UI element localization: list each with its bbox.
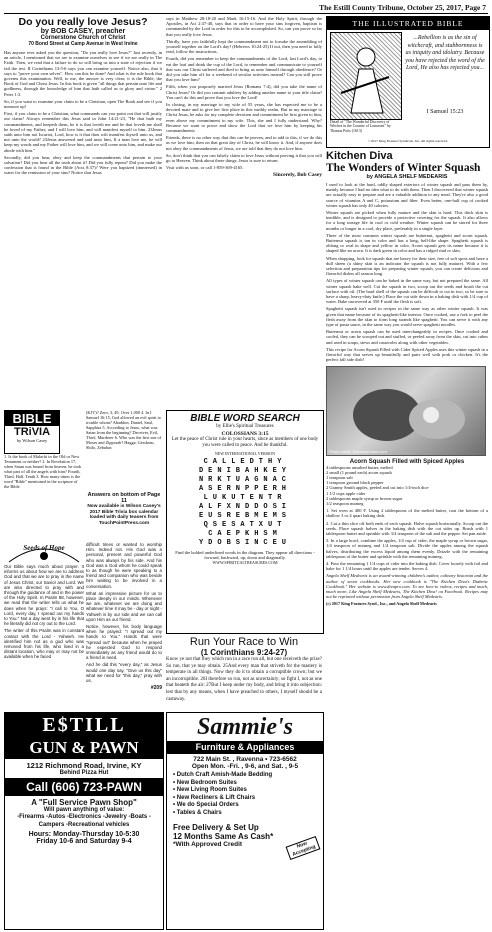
seeds-title: Seeds of Hope: [23, 544, 65, 552]
kitchen-diva: [326, 150, 488, 930]
approval-note: *With Approved Credit: [173, 841, 243, 848]
paragraph: This recipe for Acorn Squash Filled with Cider Spiced Apples uses this winter squash in a flavorful way that serves up beautifully and pairs well with pork or chicken. It's the perfect fall side dish!: [326, 346, 488, 363]
bullet-item: • New Living Room Suites: [173, 787, 247, 793]
photo-credit: Photo credit: Depositphotos.com: [329, 448, 387, 454]
letter-grid: [167, 458, 323, 548]
copyright: (c) 2017 King Features Synd., Inc., and Angela Shelf Medearis: [326, 601, 437, 607]
paragraph: Our Bible says much about prayer. It informs us about how we are to address God and that we are to pray in the name of Jesus Christ, our Savior and Lord. We are also directed to pray with and through the guidance of and in the power of the Holy Spirit. In Psalm 88, however, we read that the writer tells us what he does when he prays: "I call to You, O Lord, every day, I spread out my hands to You." Not a day went by in his life that he literally did not cry out to the Lord.: [4, 564, 84, 627]
paragraph: So, if you want to examine your claim to be a Christian, open The Book and see if you measure up!: [4, 98, 162, 110]
verse-text: Let the peace of Christ rule in your hearts, since as members of one body you were called to peace. And be thankful.: [171, 437, 319, 448]
sammies-sub: Furniture & Appliances: [167, 741, 323, 754]
delivery-line: Free Delivery & Set Up: [173, 823, 259, 832]
grid-row: EUSREBMEMS: [198, 512, 291, 520]
paragraph: First, if you claim to be a Christian, what commands can you point out that will justify our claim? Always remember this Jesus said in John 14:21-23, "He that hath my commandments, and keepeth them, he it is that loveth me and he that loveth me shall be loved of my Father, and I will love him, and will manifest myself to him. 23Jesus saith unto him not Iscariot, Lord, how is it that thou wilt manifest thyself unto us, and not unto the world? 23Jesus answered and said unto him, If a man love me, he will keep my words and my Father will love him, and we will come unto him, and make our abode with him.": [4, 111, 162, 153]
paragraph: Three of the most common winter squash are butternut, spaghetti and acorn squash. Butternut squash is tan in color and has a long, bell-like shape. Spaghetti squash is oblong or oval in shape and yellow in color. Acorn squash gets its name because it is shaped like an acorn. It is dark green in color and has a ridged rind or skin.: [326, 232, 488, 254]
paragraph: Has anyone ever asked you the question, "Do you really love Jesus?" Just recently, in an article, I mentioned that we are to examine ourselves to see if we are really in The Faith. Then, we read that a failure to do so will bring us into a state of rejection if we fail the test. II Corinthians 13:5-6 says you can examine yourself. Notice also, that it says to "prove your own selves". How can this be done? And what is the rule book that governs this examination. Well, to me, the answer is very clear; it is the Bible, the Book of God and Christ Jesus. In this book is given "all things that pertain unto life and godliness, through the knowledge of him that hath called us to glory and virtue." 2 Peter 1:3.: [4, 50, 162, 97]
article-love-jesus: [4, 16, 162, 406]
finance-line: 12 Months Same As Cash*: [173, 832, 274, 841]
recipe-step: 3. In a large bowl, combine the apples, 1/4 cup of cider, the maple syrup or brown sugar, 1/4 teaspoon of nutmeg and 1/4 teaspoon salt. Divide the apples among the squash halves, distributing the excess liquid among them evenly. Drizzle with the remaining tablespoon of the butter and sprinkle with the remaining nutmeg.: [326, 538, 488, 559]
run-your-race: [166, 636, 322, 708]
trivia-questions: 1. Is the book of Malachi in the Old or New Testament or neither? 2. In Revelation 17, when Satan was bound from heaven, he took what part of all the angels with him? Fourth, Third, Half, Tenth 3. How many times is the word "Bible" mentioned in the scripture of the Bible: [4, 454, 82, 489]
page-header: [4, 2, 488, 14]
grid-row: ALFXNDDOSI: [198, 503, 291, 511]
race-ref: (1 Corinthians 9:24-27): [200, 648, 288, 657]
paragraph: Secondly, did you hear, obey and keep the commandments that pertain to your salvation? Did you hear all the truth about it? Did you fully repent? Did you make the confession that is found in the Bible (Acts 8:37)? Were you baptized (immersed) in water for the remission of your sins? Notice that Jesus: [4, 154, 162, 176]
grid-row: CALLEDTHY: [203, 458, 287, 466]
copyright: ©2017 King Features Syndicate, Inc. All rights reserved.: [368, 139, 448, 143]
article-love-jesus-cont: [166, 16, 322, 406]
pawn-phone[interactable]: Call (606) 723-PAWN: [5, 778, 163, 796]
witch-figure-icon: [331, 33, 401, 119]
column-number: #209: [150, 685, 162, 692]
trivia-logo: [4, 410, 60, 454]
wordsearch-instructions: Find the bolded underlined words in the diagram. They appear all directions - forward, backward, up, down and diagonally.: [175, 550, 315, 561]
seeds-of-hope: [4, 542, 84, 708]
answers-note: Answers on bottom of Page 11: [87, 492, 161, 504]
bible-version: NEW INTERNATIONAL VERSION: [214, 451, 276, 456]
bullet-item: • Tables & Chairs: [173, 809, 222, 816]
woodcut-illustration: [330, 32, 402, 120]
paragraph: Spaghetti squash isn't used in recipes in the same way as other winter squash. It was given that name because of its spaghetti-like interior. Once cooked, use a fork to peel the flesh away from the skin to form long strands like spaghetti. You can serve it with any type of pasta sauce, in the same way you would serve spaghetti noodles.: [326, 306, 488, 328]
paragraph: Friends, there is no other way that this can be proven, and to add to this, if we do this as we love him, then on that great day of Christ, he will know it. And, if anyone does not obey the commandments of Jesus, we are told that they do not love him.: [166, 135, 322, 151]
author-bio: Angela Shelf Medearis is an award-winning children's author, culinary historian and the author of seven cookbooks. Her new cookbook is "The Kitchen Diva's Diabetic Cookbook." Her website is www.divapro.com. To see how-to videos, recipes and much, much more, Like Angela Shelf Medearis, The Kitchen Diva! on Facebook. Recipes may not be reprinted without permission from Angela Shelf Medearis.: [326, 573, 488, 600]
recipe-title: Acorn Squash Filled with Spiced Apples: [349, 458, 465, 465]
ingredient: 2 tablespoons maple syrup or brown sugar: [326, 495, 403, 501]
recipe-step: 4. Pour the remaining 1 1/4 cups of cider into the baking dish. Cover loosely with foil and bake for 1 1/4 hours until the apples are tender. Serves 4.: [326, 560, 488, 572]
trivia-questions-cont: (KJV)? Zero, 3, 49, Over 1,000 4. In I Samuel 16:15, God allowed an evil spirit to trouble whom? Abaddon, Daniel, Saul, Sapphira 5. According to Jesus, what was Satan from the beginning? Deceiver, Evil, Thief, Murderer 6. Who was the first son of Moses and Zipporah? Hagga, Gershom, Shilo, Zebulun: [86, 410, 162, 450]
ingredient: 1 teaspoon ground black pepper: [326, 480, 384, 486]
ingredient: 2 Granny Smith apples, peeled and cut into 1/4-inch dice: [326, 485, 429, 491]
paragraph: Visit with us soon, or call 1-859-369-4165.: [166, 165, 244, 171]
grid-row: QSESATXUT: [203, 521, 287, 529]
bible-word-search: [166, 410, 324, 634]
grid-row: CAEPKHSM: [208, 530, 282, 538]
grid-row: NRKTUAGNAC: [198, 476, 291, 484]
grid-row: DENIBAHKEY: [198, 467, 291, 475]
now-accepting-stamp: Now Accepting: [286, 836, 321, 860]
pawn-buy: Will pawn anything of value:: [43, 807, 125, 813]
sammies-logo: Sammie's: [196, 714, 293, 740]
wordsearch-byline: by Ellie's Spiritual Treasures: [216, 424, 274, 429]
grid-row: ASERNPPERH: [198, 485, 291, 493]
signature: Sincerely, Bob Casey: [273, 172, 322, 179]
illustration-caption: Detail of "The Wonderful Discovery of Witches in the Countie of Lancaster" by Thomas Potts (1613): [330, 120, 391, 133]
race-headline: Run Your Race to Win: [189, 636, 299, 648]
illustrated-bible: [326, 16, 490, 148]
recipe-step: 1. Set oven at 400 F. Using 2 tablespoons of the melted butter, coat the bottom of a shallow 3 or 4 quart baking dish.: [326, 508, 488, 519]
paragraph: The writer of this Psalm was in constant contact with the Lord - Yahweh. He identified him not as a god who was removed from his life, who lived in a distant location, who may or may not be available when he faced: [4, 628, 84, 660]
paragraph: difficult times or wanted to worship Him. Indeed not. His God was a personal, present and powerful God who was always by his side. And his God was a God whom he could speak to as though he were speaking to a friend and companion who was beside him waiting to be involved in a conversation.: [86, 542, 162, 589]
ingredient: 1 teaspoon salt: [326, 474, 353, 480]
squash-photo: [326, 366, 486, 456]
sammies-bullets: [167, 770, 323, 819]
bullet-item: • New Bedroom Suites: [173, 779, 237, 786]
pawn-address: 1212 Richmond Road, Irvine, KY: [26, 761, 142, 770]
trivia-answers-box: [86, 492, 162, 540]
pawn-logo-bottom: GUN & PAWN: [5, 737, 163, 759]
church-name: Cornerstone Church of Christ: [40, 35, 126, 41]
paragraph: In closing, in my marriage to my wife of 55 years, she has expected me to be a devoted mate and to give her first place in this earthly realm. But in my marriage to Christ Jesus, he asks for my complete devotion and commitment he first given to him, even above my commitment to my wife. This, she and I fully understand. Why? Because we want to prove and show the Lord that we love him by keeping his commandments.: [166, 102, 322, 134]
ingredient: 2 small (1 pound each) acorn squash: [326, 469, 392, 475]
paragraph: says in Matthew 28:18-20 and Mark 16:15-16. And the Holy Spirit, through the Apostles, in Act 2:37-40, says that in order to have your sins forgiven, baptism is commanded by the Lord in order for this to be accomplished. So, can you prove so far that you really love Jesus.: [166, 16, 322, 37]
pawn-logo-top: E$TILL: [5, 713, 163, 737]
estill-gun-pawn-ad: [4, 712, 164, 930]
paragraph: Thirdly, have you faithfully kept the commandment not to forsake the assembling of yourself together on the Lord's day? (Hebrews 10:24-25) If not, then you need to fully read, follow the instructions.: [166, 38, 322, 55]
headline: Do you really love Jesus?: [18, 16, 148, 28]
sammies-address: 722 Main St. , Ravenna • 723-6562: [193, 756, 297, 763]
calendar-promo: Now available is Wilson Casey's 2017 Bible Trivia box calendar loaded with daily teasers from TouchPointPress.com: [87, 504, 161, 526]
pawn-tagline: A "Full Service Pawn Shop": [31, 798, 137, 807]
ingredient: 1/2 teaspoon nutmeg: [326, 500, 364, 506]
paragraph: Notice, however, his body language when he prayed: "I spread out my hands to You." Hands that were "spread out" because when he prayed he expected God to respond immediately as any friend would do to a friend in need.: [86, 624, 162, 661]
trivia-title-bottom: TRiVIA: [13, 426, 51, 438]
wordsearch-title: BIBLE WORD SEARCH: [190, 413, 300, 424]
bullet-item: • Dutch Craft Amish-Made Bedding: [173, 772, 273, 778]
paragraph: Butternut or acorn squash can be used interchangeably in recipes. Once cooked and cooled, they can be scooped out and stuffed, or peeled away from the skin, cut into cubes and used in soups, stews and casseroles along with other vegetables.: [326, 329, 488, 345]
pawn-location: Behind Pizza Hut: [59, 770, 109, 776]
paragraph: Fifth, when you purposely married Jesus (Romans 7:4), did you take the name of Christ Jesus? Or did you commit adultery by adding another name to your title claim? You can't do this and prove that you love the Lord!: [166, 84, 322, 100]
verse-ref: COLOSSIANS 3:15: [221, 431, 269, 437]
race-text: Know ye not that they which run in a race run all, but one receiveth the prize? So run, that ye may obtain. 25And every man that striveth for the mastery is temperate in all things. Now they do it to obtain a corruptible crown; but we an incorruptible. 26I therefore so run, not as uncertainly; so fight I, not as one that beateth the air: 27But I keep under my body, and bring it into subjection: lest that by any means, when I have preached to others, I myself should be a castaway.: [166, 657, 322, 702]
kicker: Kitchen Diva: [326, 150, 393, 162]
paragraph: When shopping, look for squash that are heavy for their size, free of soft spots and have a dull sheen (a shiny skin is an indicator the squash is not fully mature). With a few selection and preparation tips for preparing winter squash, you can create delicious and flavorful dishes all season long.: [326, 255, 488, 277]
ingredient: 4 tablespoons unsalted butter, melted: [326, 464, 393, 470]
paragraph: So, don't think that you can falsely claim to love Jesus without proving it that you will go to Heaven. Think about these things. Jesus is sure to return.: [166, 152, 322, 164]
seeds-of-hope-cont: [86, 542, 162, 708]
ingredient: 1 1/2 cups apple cider: [326, 490, 366, 496]
bible-quote: ...Rebellion is as the sin of witchcraft, and stubbornness is as iniquity and idolatry. Because you have rejected the word of the Lord, He also has rejected you...: [405, 35, 485, 71]
byline: by ANGELA SHELF MEDEARIS: [366, 174, 448, 180]
pawn-hours-weekday: Hours: Monday-Thursday 10-5:30: [28, 831, 140, 838]
squash-icon: [327, 367, 485, 455]
paragraph: And he did this "every day," as Jesus would one day say, "Give us this day" what we need for "this day," pray with us.: [86, 662, 162, 684]
sammies-hours: Open Mon. -Fri. , 9-6, and Sat. , 9-5: [191, 763, 299, 770]
bullet-item: • New Recliners & Lift Chairs: [173, 794, 256, 801]
paragraph: What an impressive picture for us to place deeply in our minds. Whenever we are, whatever we are doing and whatever time it may be - day or night - Yahweh is by our side and we can call upon Him as our friend.: [86, 590, 162, 622]
headline: The Wonders of Winter Squash: [326, 162, 481, 174]
recipe-step: 2. Cut a thin slice off both ends of each squash. Halve squash horizontally. Scoop out the seeds. Place squash halves in the baking dish with the cut sides up. Brush with 1 tablespoon butter and sprinkle with 3/4 teaspoon of the salt and the pepper. Set pan aside.: [326, 520, 488, 536]
paragraph: I used to look at the hard, oddly shaped exteriors of winter squash and pass them by, mainly because I had no idea what to do with them. Then I discovered that winter squash are actually easy to prepare and are a valuable addition to any meal. They're also a good source of vitamins A and C, potassium and fiber. Even better, one-half cup of cooked winter squash has only 40 calories.: [326, 182, 488, 208]
wordsearch-url: WWW.SPIRITUALTREASURES.COM: [212, 560, 278, 566]
paragraph: Winter squash are picked when fully mature and the skin is hard. This thick skin is inedible, and is designed to provide a protective covering for the squash. It also allows for a long storage life in cool or cold weather. Winter squash can be stored for three months or longer in a cool, dry place, preferably in a single layer.: [326, 210, 488, 231]
grid-row: LUKUTENTR: [203, 494, 287, 502]
byline: by BOB CASEY, preacher: [40, 28, 126, 35]
paragraph: All types of winter squash can be baked in the same way, but not prepared the same. All winter squash bake well. Cut the squash in two, scoop out the seeds and brush the cut surface with oil. (The hard shell of the squash can be difficult to cut in two, so be sure to have a sharp, heavy-duty knife.) Place the cut side down in a baking dish with 1/4 cup of water. Bake uncovered at 350 F until the flesh is soft.: [326, 278, 488, 305]
header-text: The Estill County Tribune, October 25, 2017, Page 7: [319, 3, 486, 12]
bible-quote-ref: I Samuel 15:23: [426, 109, 464, 115]
trivia-author: by Wilson Casey: [16, 438, 48, 443]
pawn-hours-weekend: Friday 10-6 and Saturday 9-4: [36, 838, 132, 845]
seeds-logo: [4, 542, 84, 564]
grid-row: YDOBSINCEU: [198, 539, 291, 547]
pawn-items: -Firearms -Autos -Electronics -Jewelry -Boats -Campers -Recreational vehicles: [17, 814, 151, 828]
bullet-item: • We do Special Orders: [173, 802, 239, 808]
trivia-title-top: BIBLE: [5, 411, 59, 426]
church-address: 70 Bond Street at Camp Avenue in West Irvine: [28, 41, 138, 47]
paragraph: Fourth, did you remember to keep the commandments of the Lord, last Lord's day, to eat the loaf and drink the cup of the Lord, to remember and communicate to yourself that was our Christ suffered and died to bring us unto himself through obedience? Or did you take him off for a weekend of secular activities instead? Can you still prove that you love him?: [166, 56, 322, 83]
illustrated-bible-title: THE ILLUSTRATED BIBLE: [327, 17, 489, 30]
sammies-furniture-ad: [166, 712, 324, 930]
